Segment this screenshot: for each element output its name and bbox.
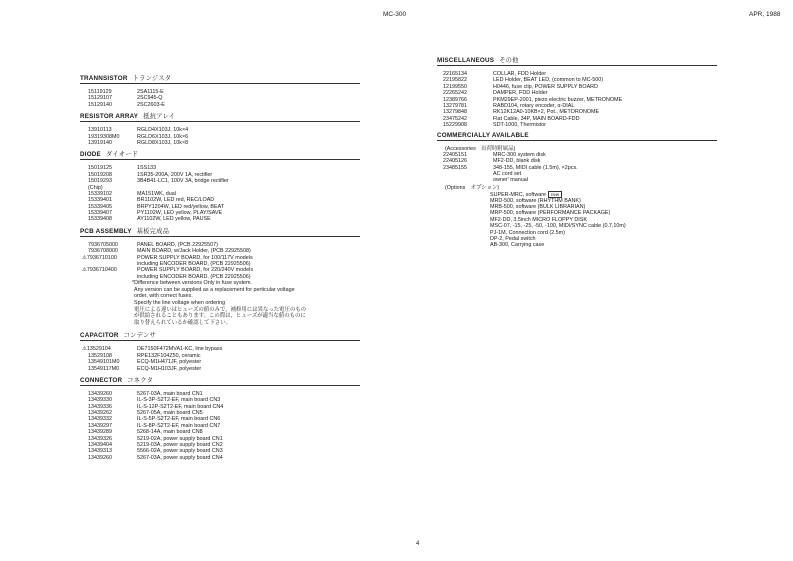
part-number: 15119129 [88, 89, 112, 95]
part-description: 5268-14A, main board CN8 [137, 429, 203, 436]
header-model: MC-300 [383, 11, 407, 18]
part-description: PY1102W, LED yellow, PLAY/SAVE [137, 210, 223, 217]
part-description: 1SS133 [137, 165, 157, 172]
part-number: 13549117M0 [88, 365, 120, 372]
part-description: RGLD6X103J, 10k×6 [137, 133, 189, 140]
part-description: POWER SUPPLY BOARD, for 100/117V models [137, 254, 253, 261]
part-row [437, 177, 717, 183]
heading-en: CONNECTOR [80, 376, 123, 384]
section-heading [80, 73, 360, 84]
part-number: 13439297 [88, 422, 112, 429]
options-list [437, 191, 717, 249]
option-text: MRB-500, software (BULK LIBRARIAN) [490, 204, 586, 211]
part-description: RGLD8X103J, 10k×8 [137, 139, 189, 146]
part-row [80, 140, 360, 146]
option-text: DP-2, Pedal switch [490, 236, 536, 243]
part-number: ⚠7936710100 [82, 254, 117, 261]
page-number: 4 [416, 541, 420, 547]
section-heading [437, 55, 717, 66]
parts-list [437, 71, 717, 129]
part-number: 22195822 [443, 77, 467, 84]
part-description: 2SC945-Q [137, 95, 163, 102]
option-text: MRD-500, software (RHYTHM BANK) [490, 197, 581, 204]
part-number: 13439404 [88, 442, 112, 449]
part-row [80, 366, 360, 372]
note-line: が供給されることもあります。この際は，ヒューズが適当な値のものに [134, 313, 306, 320]
left-column [80, 73, 360, 464]
part-row [80, 274, 360, 280]
part-number: 15339401 [88, 197, 112, 204]
part-description: ECQ-M1H471JF, polyester [137, 359, 202, 366]
part-number: 13529108 [88, 352, 112, 359]
heading-en: PCB ASSEMBLY [80, 227, 132, 235]
part-description: 5566-02A, power supply board CN3 [137, 448, 223, 455]
part-number: 22165134 [443, 71, 467, 77]
part-number: (Chip) [88, 184, 103, 191]
part-number: 22405126 [443, 158, 467, 165]
section-heading [80, 330, 360, 341]
part-number: 22265242 [443, 90, 467, 97]
part-description: IL-S-3P-S2T2-EF, main board CN3 [137, 397, 221, 404]
part-number: 12389766 [443, 96, 467, 103]
option-description [490, 242, 544, 248]
section-heading [80, 226, 360, 237]
part-number: ⚠13529104 [82, 346, 111, 353]
part-description: BR1102W, LED red, REC/LOAD [137, 197, 215, 204]
part-description: Flat Cable, 34P, MAIN BOARD-FDD [493, 115, 580, 122]
part-description: IL-S-12P-S2T2-EF, main board CN4 [137, 403, 224, 410]
part-description: including ENCODER BOARD, (PCB 22925506) [137, 273, 251, 280]
part-number: 13910113 [88, 127, 112, 134]
heading-en: CAPACITOR [80, 332, 119, 340]
accessories-label: (Accessories 出荷時附属品) [445, 145, 516, 152]
heading-jp: コネクタ [127, 376, 154, 384]
part-row [80, 102, 360, 108]
note-line: Any version can be supplied as a replacement for perticular voltage [134, 286, 295, 293]
heading-jp: その他 [499, 57, 519, 64]
part-number: 19319308M0 [88, 133, 120, 140]
section-heading [437, 132, 717, 141]
section-heading [80, 111, 360, 122]
option-text: SUPER-MRC, software [490, 192, 547, 199]
part-row [80, 216, 360, 222]
heading-en: COMMERCIALLY AVAILABLE [437, 131, 529, 139]
part-description: 3B4B41-LC1, 100V 3A, bridge rectifier [137, 178, 229, 185]
part-number: 13439336 [88, 403, 112, 410]
part-number: 15019125 [88, 165, 112, 172]
part-number: 15229908 [443, 122, 467, 129]
part-description: DAMPER, FDD Holder [493, 90, 548, 97]
header-date: APR, 1988 [749, 11, 781, 18]
section-capacitor [80, 330, 360, 372]
part-description: AC cord set [493, 171, 522, 178]
part-number: 15129140 [88, 101, 112, 108]
part-number: 22405151 [443, 151, 467, 158]
part-row [437, 122, 717, 128]
part-description: LED Holder, BEAT LED, (common to MC-500) [493, 77, 604, 84]
part-description: DE7150F472MVA1-KC, line bypass [137, 346, 223, 353]
part-description: COLLAR, FDD Holder [493, 71, 547, 77]
part-description: AY1102W, LED yellow, PAUSE [137, 216, 211, 223]
parts-list [80, 391, 360, 461]
option-text: PJ-1M, Connection cord (2.5m) [490, 229, 565, 236]
note-line: 取り替えられているか確認して下さい。 [134, 319, 232, 326]
part-description: RK12K12A0-10KB×2, Pot., METORONOME [493, 109, 600, 116]
option-text: AB-300, Carrying case [490, 242, 545, 249]
part-description: 5267-05A, main board CN5 [137, 410, 203, 417]
section-pcb-assembly [80, 226, 360, 327]
part-number: 13439313 [88, 448, 112, 455]
part-number: 13549101M0 [88, 359, 120, 366]
heading-en: DIODE [80, 151, 101, 159]
part-number: 7936708000 [88, 248, 118, 255]
option-text: MF2-DD, 3.5inch MICRO FLOPPY DISK [490, 216, 587, 223]
section-diode [80, 149, 360, 223]
part-description: 5219-03A, power supply board CN2 [137, 442, 223, 449]
part-number: 15129107 [88, 95, 112, 102]
part-description: PANEL BOARD, (PCB 22925507) [137, 241, 218, 248]
part-number: 15019293 [88, 178, 112, 185]
part-number: 13439289 [88, 429, 112, 436]
section-miscellaneous [437, 55, 717, 129]
section-resistor-array [80, 111, 360, 146]
parts-list [80, 165, 360, 223]
part-number: 23485155 [443, 164, 467, 171]
part-description: MA151WK, dual [137, 190, 176, 197]
heading-en: RESISTOR ARRAY [80, 113, 139, 121]
part-number: 13439330 [88, 397, 112, 404]
heading-jp: ダイオード [105, 151, 139, 159]
part-description: 2SC2603-E [137, 101, 165, 108]
part-number: 12199550 [443, 83, 467, 90]
section-commercially-available [437, 132, 717, 249]
part-description: IL-S-8P-S2T2-EF, main board CN7 [137, 422, 221, 429]
part-number: 15339102 [88, 190, 112, 197]
part-number: 13279848 [443, 109, 467, 116]
accessories-list [437, 152, 717, 184]
part-description: H0446, fuse clip, POWER SUPPLY BOARD [493, 83, 598, 90]
part-description: 348-155, MIDI cable (1.5m), ×2pcs. [493, 164, 578, 171]
note-line: *Difference between versions Only in fuse system. [132, 280, 253, 287]
part-description: PKM29EP-2001, piezo electric buzzer, METRONOME [493, 96, 623, 103]
parts-list [80, 127, 360, 146]
part-number: 13439260 [88, 390, 112, 397]
part-description: MF2-DD, blank disk [493, 158, 541, 165]
part-number: 13439262 [88, 410, 112, 417]
section-transistor [80, 73, 360, 108]
part-number: 15339408 [88, 216, 112, 223]
parts-list [80, 346, 360, 372]
part-description: 5267-03A, power supply board CN4 [137, 454, 223, 461]
heading-en: MISCELLANEOUS [437, 57, 495, 64]
heading-en: TRANNSISTOR [80, 75, 128, 82]
part-description: MRC-300 system disk [493, 151, 546, 158]
option-row [437, 242, 717, 248]
part-number: 13279781 [443, 102, 467, 109]
heading-jp: 抵抗アレイ [143, 113, 176, 121]
part-number: 13439326 [88, 435, 112, 442]
part-description: ECQ-M1H103JF, polyester [137, 365, 202, 372]
note-line: Specify the line voltage when ordering [134, 299, 226, 306]
part-description: owner' manual [493, 177, 528, 184]
part-number: 13919140 [88, 139, 112, 146]
part-description: 2SA1115-E [137, 89, 164, 95]
section-heading [80, 375, 360, 386]
part-number: 13439260 [88, 454, 112, 461]
part-description: 1SR35-200A, 200V 1A, rectifier [137, 171, 213, 178]
part-number: 23475242 [443, 115, 467, 122]
section-connector [80, 375, 360, 461]
part-number: 7936705000 [88, 241, 118, 248]
part-description: 5219-02A, power supply board CN1 [137, 435, 223, 442]
option-text: MSC-07, -15, -25, -50, -100, MIDI/SYNC cable (0.7,10m) [490, 223, 626, 230]
part-description: RGLD4X103J, 10k×4 [137, 127, 189, 134]
options-label: (Options オプション) [445, 184, 500, 191]
heading-jp: コンデンサ [123, 332, 157, 340]
pcb-notes [80, 280, 360, 326]
new-badge: new [548, 191, 562, 198]
part-number: 15339407 [88, 210, 112, 217]
part-number: ⚠7936710400 [82, 267, 117, 274]
option-text: MRP-500, software (PERFORMANCE PACKAGE) [490, 210, 611, 217]
part-description: RPE132F104Z50, ceramic [137, 352, 201, 359]
part-description: 5267-03A, main board CN1 [137, 390, 203, 397]
part-description: SDT-1000, Thermistor [493, 122, 546, 129]
parts-list [80, 242, 360, 280]
section-heading [80, 149, 360, 160]
part-description: MAIN BOARD, w/Jack Holder, (PCB 22925508) [137, 248, 251, 255]
part-description: including ENCODER BOARD, (PCB 22925506) [137, 261, 251, 268]
parts-list [80, 89, 360, 108]
note-line: order, with correct fuses. [134, 293, 193, 300]
part-description: IL-S-5P-S2T2-EF, main board CN6 [137, 416, 221, 423]
right-column [437, 55, 717, 252]
note-line: 電圧による違いはヒューズの値のみで，補修用には異なった電圧のもの [134, 306, 307, 313]
heading-jp: 基板完成品 [136, 227, 170, 235]
part-number: 13439332 [88, 416, 112, 423]
part-description: POWER SUPPLY BOARD, for 220/240V models [137, 267, 254, 274]
part-description: RABD104, rotary encoder, α-DIAL [493, 102, 575, 109]
part-row [80, 455, 360, 461]
part-number: 15019208 [88, 171, 112, 178]
part-number: 15339405 [88, 203, 112, 210]
part-description: BRPY1204W, LED red/yellow, BEAT [137, 203, 225, 210]
heading-jp: トランジスタ [132, 75, 172, 82]
